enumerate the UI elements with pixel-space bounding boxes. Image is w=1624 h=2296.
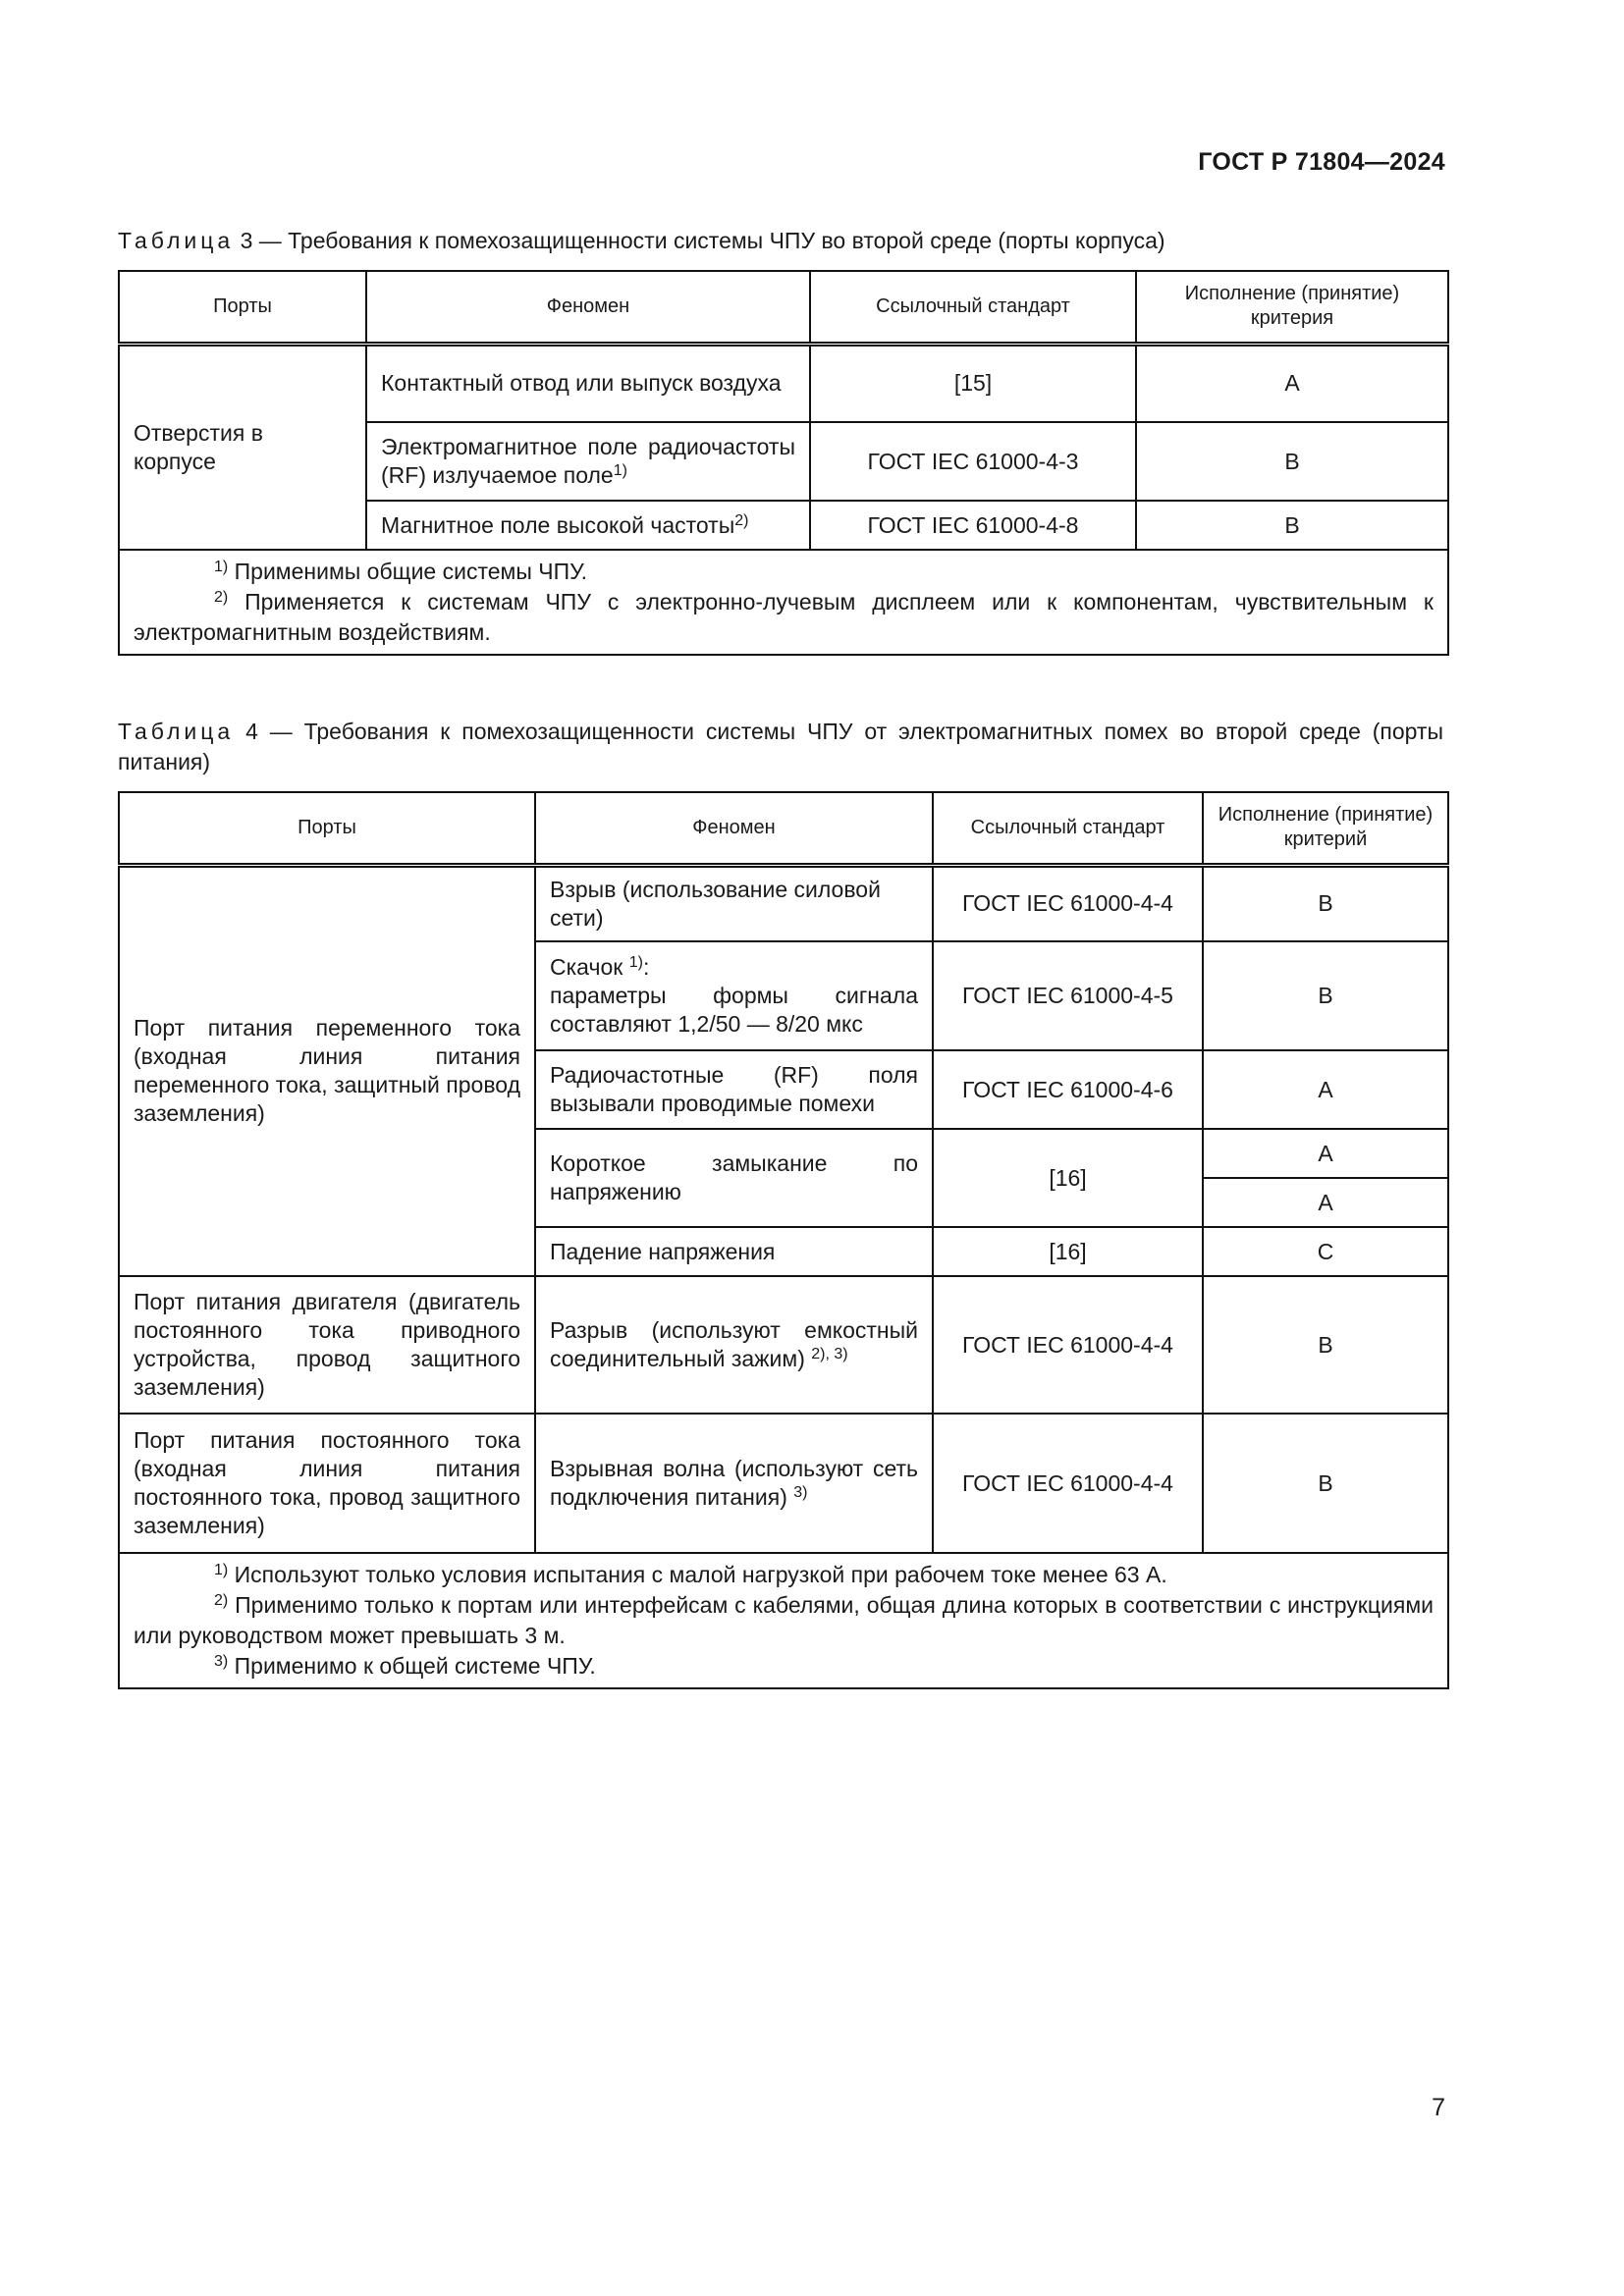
table3-caption <box>118 226 1443 256</box>
footnote-ref: 1) <box>628 954 643 971</box>
table4-phenomenon-7-text: Взрывная волна (используют сеть подключения питания) <box>550 1456 918 1510</box>
footnote-text: Применимо к общей системе ЧПУ. <box>228 1653 596 1679</box>
table4-caption-label: Таблица <box>118 719 235 744</box>
table3-standard-3: ГОСТ IEC 61000-4-8 <box>810 501 1136 550</box>
table-row <box>119 1414 1448 1553</box>
document-id: ГОСТ Р 71804—2024 <box>1198 148 1445 176</box>
table3-phenomenon-2 <box>366 422 810 501</box>
table3-notes-row <box>119 550 1448 655</box>
table3-phenomenon-3 <box>366 501 810 550</box>
table4-phenomenon-6-text: Разрыв (используют емкостный соединительный зажим) <box>550 1317 918 1371</box>
footnote-text: Применяется к системам ЧПУ с электронно-лучевым дисплеем или к компонентам, чувствительным к электромагнитным воздействиям. <box>134 589 1434 645</box>
table3-header-criterion: Исполнение (принятие) критерия <box>1136 271 1448 344</box>
footnote-marker: 2) <box>214 589 229 606</box>
table3-standard-1: [15] <box>810 344 1136 422</box>
table4-caption-text: 4 — Требования к помехозащищенности системы ЧПУ от электромагнитных помех во второй среде (порты питания) <box>118 719 1443 774</box>
table3-standard-2: ГОСТ IEC 61000-4-3 <box>810 422 1136 501</box>
table4-notes <box>119 1553 1448 1688</box>
table4-header-ports: Порты <box>119 792 535 865</box>
table4-criterion-4a: A <box>1203 1129 1448 1178</box>
table4-header-phenomenon: Феномен <box>535 792 933 865</box>
table3-criterion-3: B <box>1136 501 1448 550</box>
table-row <box>119 865 1448 941</box>
table4-standard-6: ГОСТ IEC 61000-4-4 <box>933 1276 1203 1414</box>
table3-criterion-2: B <box>1136 422 1448 501</box>
footnote-marker: 1) <box>214 559 229 575</box>
table4-phenomenon-5: Падение напряжения <box>535 1227 933 1276</box>
table4-header-standard: Ссылочный стандарт <box>933 792 1203 865</box>
table4-note-2 <box>134 1590 1434 1651</box>
footnote-ref: 1) <box>613 462 627 479</box>
table3-notes <box>119 550 1448 655</box>
table4 <box>118 791 1449 1689</box>
table3-note-1 <box>134 557 1434 587</box>
table4-criterion-1: B <box>1203 865 1448 941</box>
table3-criterion-1: A <box>1136 344 1448 422</box>
table3-caption-text: 3 — Требования к помехозащищенности системы ЧПУ во второй среде (порты корпуса) <box>234 228 1165 253</box>
table4-phenomenon-6 <box>535 1276 933 1414</box>
footnote-ref: 3) <box>793 1484 808 1501</box>
table4-standard-1: ГОСТ IEC 61000-4-4 <box>933 865 1203 941</box>
table4-port-motor: Порт питания двигателя (двигатель постоянного тока приводного устройства, провод защитного заземления) <box>119 1276 535 1414</box>
table4-standard-2: ГОСТ IEC 61000-4-5 <box>933 941 1203 1050</box>
table4-criterion-4b: A <box>1203 1178 1448 1227</box>
table4-phenomenon-4: Короткое замыкание по напряжению <box>535 1129 933 1227</box>
table4-standard-7: ГОСТ IEC 61000-4-4 <box>933 1414 1203 1553</box>
table3-caption-label: Таблица <box>118 228 235 253</box>
table4-phenomenon-2-detail: параметры формы сигнала составляют 1,2/50 — 8/20 мкс <box>550 983 918 1037</box>
table3-header-phenomenon: Феномен <box>366 271 810 344</box>
table-row <box>119 344 1448 422</box>
table4-caption <box>118 717 1443 777</box>
table3 <box>118 270 1449 656</box>
table3-phenomenon-1: Контактный отвод или выпуск воздуха <box>366 344 810 422</box>
table3-phenomenon-3-text: Магнитное поле высокой частоты <box>381 511 735 538</box>
table4-standard-4: [16] <box>933 1129 1203 1227</box>
table4-phenomenon-1: Взрыв (использование силовой сети) <box>535 865 933 941</box>
table3-header-row <box>119 271 1448 344</box>
table4-phenomenon-2-colon: : <box>642 954 650 980</box>
table4-criterion-7: B <box>1203 1414 1448 1553</box>
table4-criterion-3: A <box>1203 1050 1448 1129</box>
footnote-ref: 2), 3) <box>811 1346 848 1362</box>
table4-port-dc: Порт питания постоянного тока (входная линия питания постоянного тока, провод защитного заземления) <box>119 1414 535 1553</box>
table4-note-1 <box>134 1560 1434 1590</box>
table3-port-cell: Отверстия в корпусе <box>119 344 366 550</box>
footnote-text: Применимо только к портам или интерфейсам с кабелями, общая длина которых в соответствии с инструкциями или руководством может превышать 3 м. <box>134 1592 1434 1648</box>
footnote-marker: 1) <box>214 1562 229 1578</box>
table3-note-2 <box>134 587 1434 648</box>
table4-standard-5: [16] <box>933 1227 1203 1276</box>
footnote-marker: 2) <box>214 1592 229 1609</box>
table4-header-row <box>119 792 1448 865</box>
table4-criterion-2: B <box>1203 941 1448 1050</box>
table4-criterion-5: C <box>1203 1227 1448 1276</box>
table4-header-criterion: Исполнение (принятие) критерий <box>1203 792 1448 865</box>
table4-criterion-6: B <box>1203 1276 1448 1414</box>
table4-port-ac: Порт питания переменного тока (входная линия питания переменного тока, защитный провод заземления) <box>119 865 535 1276</box>
table4-standard-3: ГОСТ IEC 61000-4-6 <box>933 1050 1203 1129</box>
table4-notes-row <box>119 1553 1448 1688</box>
table-row <box>119 1276 1448 1414</box>
table4-phenomenon-2-title: Скачок <box>550 954 623 980</box>
table3-phenomenon-2-text: Электромагнитное поле радиочастоты (RF) излучаемое поле <box>381 434 795 488</box>
table3-header-standard: Ссылочный стандарт <box>810 271 1136 344</box>
table4-phenomenon-2 <box>535 941 933 1050</box>
footnote-text: Используют только условия испытания с малой нагрузкой при рабочем токе менее 63 А. <box>228 1562 1167 1587</box>
table4-phenomenon-7 <box>535 1414 933 1553</box>
footnote-ref: 2) <box>734 511 749 529</box>
table4-phenomenon-3: Радиочастотные (RF) поля вызывали проводимые помехи <box>535 1050 933 1129</box>
footnote-text: Применимы общие системы ЧПУ. <box>228 559 588 584</box>
table4-note-3 <box>134 1651 1434 1682</box>
page-number: 7 <box>1432 2094 1445 2121</box>
footnote-marker: 3) <box>214 1653 229 1670</box>
table3-header-ports: Порты <box>119 271 366 344</box>
